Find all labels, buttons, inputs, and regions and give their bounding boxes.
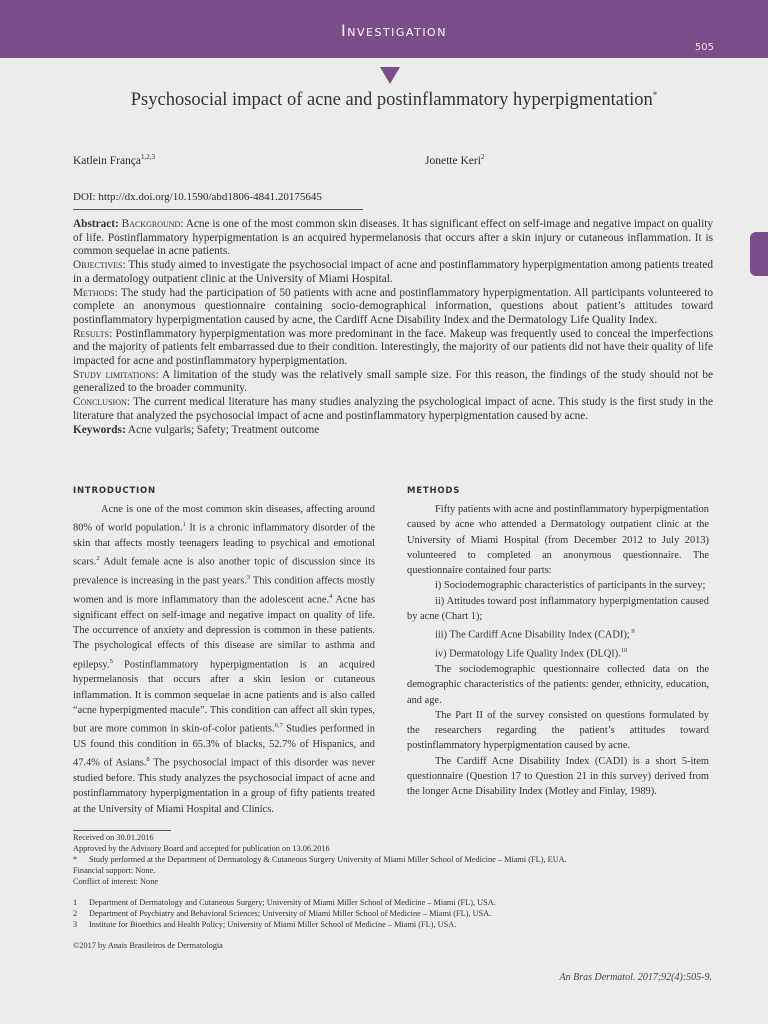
copyright: ©2017 by Anais Brasileiros de Dermatologia bbox=[73, 941, 223, 950]
study-footnote: * Study performed at the Department of Dermatology & Cutaneous Surgery University of Miami Miller School of Medicine – Miami (FL), EUA. bbox=[73, 855, 567, 864]
methods-paragraph: The sociodemographic questionnaire collected data on the demographic characteristics of the patients: gender, ethnicity, education, and age. bbox=[407, 663, 709, 706]
doi-link[interactable]: DOI: http://dx.doi.org/10.1590/abd1806-4841.20175645 bbox=[73, 191, 322, 203]
section-header-band bbox=[0, 0, 768, 58]
funding-note: Financial support: None. bbox=[73, 866, 156, 875]
methods-list-item: iii) The Cardiff Acne Disability Index (CADI); $^9$ bbox=[435, 628, 635, 641]
author-1: Katlein França$^{1,2,3}$ bbox=[73, 153, 156, 167]
introduction-paragraph: Acne is one of the most common skin diseases, affecting around 80% of world population.$^1$ It is a chronic inflammatory disorder of the skin that affects mostly teenagers leading to psychical and emotional scars.$^2$ Adult female acne is also another topic of discussion since its prevalence is increasing in the past years.$^3$ This condition affects mostly women and is more inflammatory than the adolescent acne.$^4$ Acne has significant effect on self-image and negative impact on quality of life. The occurrence of anxiety and depression is common in these patients. The psychological effects of this disease are similar to asthma and epilepsy.$^5$ Postinflammatory hyperpigmentation is an acquired hypermelanosis that occurs after a skin lesion or cutaneous inflammation. It is common sequelae in acne patients and is also called “acne hyperpigmented macule”. This condition can affect all skin types, but are more common in skin-of-color patients.$^{6,7}$ Studies performed in US found this condition in 65.3% of blacks, 52.7% of Hispanics, and 47.4% of Asians.$^8$ The psychosocial impact of this disorder was never studied before. This study analyzes the psychosocial impact of acne and postinflammatory hyperpigmentation in a group of fifty patients treated at the University of Miami Hospital and Clinics. bbox=[73, 504, 376, 815]
methods-list-item: ii) Attitudes toward post inflammatory hyperpigmentation caused by acne (Chart 1); bbox=[407, 595, 709, 623]
page-number: 505 bbox=[694, 42, 714, 53]
introduction-heading: INTRODUCTION bbox=[73, 486, 156, 496]
section-title: Investigation bbox=[341, 21, 447, 40]
methods-heading: METHODS bbox=[407, 486, 461, 496]
affiliation-2: 2 Department of Psychiatry and Behavioral Sciences; University of Miami Miller School of Medicine – Miami (FL), USA. bbox=[73, 909, 492, 918]
received-date: Received on 30.01.2016 bbox=[73, 833, 154, 842]
doi-divider bbox=[73, 209, 363, 210]
methods-paragraph: The Cardiff Acne Disability Index (CADI) is a short 5-item questionnaire (Question 17 to Question 21 in this survey) derived from the longer Acne Disability Index (Motley and Finlay, 1989). bbox=[407, 755, 709, 798]
article-title: Psychosocial impact of acne and postinflammatory hyperpigmentation* bbox=[130, 90, 658, 111]
methods-paragraph: Fifty patients with acne and postinflammatory hyperpigmentation caused by acne who attended a Dermatology outpatient clinic at the University of Miami Hospital (from December 2012 to July 2013) volunteered to completed an anonymous questionnaire. The questionnaire contained four parts: bbox=[407, 504, 709, 577]
methods-list-item: i) Sociodemographic characteristics of participants in the survey; bbox=[435, 580, 706, 592]
approved-date: Approved by the Advisory Board and accepted for publication on 13.06.2016 bbox=[73, 844, 330, 853]
abstract: Abstract: Background: Acne is one of the most common skin diseases. It has significant effect on self-image and negative impact on quality of life. Postinflammatory hyperpigmentation is an acquired hypermelanosis that occurs after a skin injury or cutaneous inflammation. It is common sequelae in acne patients. Objectives: This study aimed to investigate the psychosocial impact of acne and postinflammatory hyperpigmentation among patients treated in a dermatology outpatient clinic at the University of Miami Hospital. Methods: The study had the participation of 50 patients with acne and postinflammatory hyperpigmentation. All participants volunteered to complete an anonymous questionnaire containing socio-demographical information, questions about patient’s attitudes toward postinflammatory hyperpigmentation caused by acne, the Cardiff Acne Disability Index and the Dermatology Life Quality Index. Results: Postinflammatory hyperpigmentation was more predominant in the face. Makeup was frequently used to conceal the imperfections and the majority of patients felt embarrassed due to their condition. Interestingly, the majority of our patients did not have their quality of life impacted for acne and postinflammatory hyperpigmentation. Study limitations: A limitation of the study was the relatively small sample size. For this reason, the findings of the study should not be generalized to the broader community. Conclusion: The current medical literature has many studies analyzing the psychological impact of acne. This study is the first study in the literature that analyzed the psychosocial impact of acne and postinflammatory hyperpigmentation caused by acne. Keywords: Acne vulgaris; Safety; Treatment outcome bbox=[73, 218, 714, 436]
down-arrow-icon bbox=[380, 67, 400, 84]
conflict-note: Conflict of interest: None bbox=[73, 877, 159, 886]
journal-reference: An Bras Dermatol. 2017;92(4):505-9. bbox=[559, 972, 712, 983]
side-tab-marker bbox=[750, 232, 768, 276]
footnote-divider bbox=[73, 830, 171, 831]
methods-paragraph: The Part II of the survey consisted on questions formulated by the researchers regarding the patient’s attitudes toward postinflammatory hyperpigmentation caused by acne. bbox=[407, 709, 709, 752]
introduction-column bbox=[73, 486, 375, 817]
methods-list-item: iv) Dermatology Life Quality Index (DLQI).$^{10}$ bbox=[435, 647, 628, 660]
affiliation-1: 1 Department of Dermatology and Cutaneous Surgery; University of Miami Miller School of Medicine – Miami (FL), USA. bbox=[73, 898, 496, 907]
affiliation-3: 3 Institute for Bioethics and Health Policy; University of Miami Miller School of Medicine – Miami (FL), USA. bbox=[73, 920, 457, 929]
author-2: Jonette Keri$^2$ bbox=[425, 153, 485, 167]
methods-column bbox=[407, 486, 709, 800]
